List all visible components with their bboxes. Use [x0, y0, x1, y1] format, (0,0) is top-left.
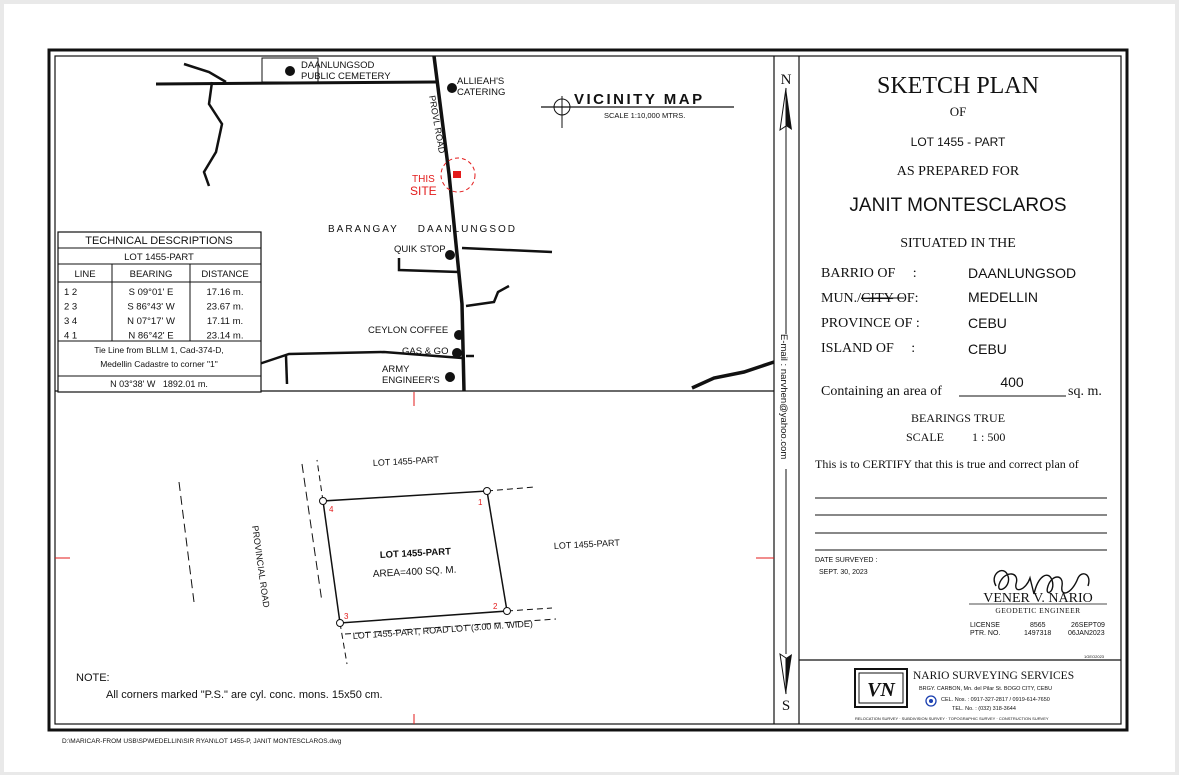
file-path: D:\MARICAR-FROM USB\SP\MEDELLIN\SIR RYAN\LOT 1455-P, JANIT MONTESCLAROS.dwg	[62, 738, 342, 745]
date-label: DATE SURVEYED :	[815, 557, 878, 564]
certify-text: This is to CERTIFY that this is true and correct plan of	[815, 457, 1079, 471]
tech-header-distance: DISTANCE	[201, 269, 249, 280]
barrio-value: DAANLUNGSOD	[968, 265, 1077, 281]
province-label: PROVINCE OF :	[821, 316, 920, 331]
side-road-5	[286, 356, 287, 384]
this-site-label-1: THIS	[412, 174, 435, 185]
barangay-label: BARANGAY DAANLUNGSOD	[328, 224, 517, 235]
company-name: NARIO SURVEYING SERVICES	[913, 670, 1075, 682]
vicinity-scale: SCALE 1:10,000 MTRS.	[604, 111, 686, 120]
catering-label-1: ALLIEAH'S	[457, 76, 505, 87]
vicinity-title: VICINITY MAP	[574, 91, 705, 108]
drawing-code: 1GEO2023	[1084, 654, 1105, 659]
company-cel: CEL. Nos. : 0917-327-2817 / 0919-614-7650	[941, 697, 1050, 703]
catering-marker	[447, 83, 457, 93]
cemetery-label-2: PUBLIC CEMETERY	[301, 71, 391, 82]
engineer-name: VENER V. NARIO	[983, 591, 1093, 606]
lot-area-label: AREA=400 SQ. M.	[372, 564, 457, 580]
owner-name: JANIT MONTESCLAROS	[849, 195, 1067, 216]
ptr-label: PTR. NO.	[970, 630, 1001, 637]
tech-header-line: LINE	[74, 269, 96, 280]
tech-cell-bearing: N 07°17' W	[127, 316, 175, 327]
area-unit: sq. m.	[1068, 384, 1102, 399]
road-lot-label: LOT 1455-PART, ROAD LOT (3.00 M. WIDE)	[352, 618, 534, 641]
email-label: E-mail : narvhen@yahoo.com	[778, 334, 789, 460]
barrio-label: BARRIO OF :	[821, 266, 917, 281]
tech-cell-bearing: S 09°01' E	[128, 287, 174, 298]
province-value: CEBU	[968, 315, 1007, 331]
south-label: S	[781, 698, 791, 714]
title-block	[799, 73, 1121, 721]
cemetery-road	[156, 82, 436, 84]
tech-cell-distance: 23.14 m.	[206, 330, 244, 342]
gas-marker	[452, 348, 462, 358]
date-value: SEPT. 30, 2023	[819, 569, 868, 576]
company-services: RELOCATION SURVEY · SUBDIVISION SURVEY · TOPOGRAPHIC SURVEY · CONSTRUCTION SURVEY	[855, 716, 1049, 721]
sketch-plan-drawing	[4, 4, 1175, 772]
engineer-title: GEODETIC ENGINEER	[995, 606, 1081, 615]
mun-label: MUN./CITY OF:	[821, 291, 919, 306]
provl-road-label: PROVL ROAD	[427, 94, 448, 155]
corner-1	[484, 488, 491, 495]
north-arrow	[778, 72, 792, 714]
creek	[204, 82, 222, 186]
north-label: N	[780, 72, 792, 88]
site-marker	[453, 171, 461, 178]
tech-cell-bearing: N 86°42' E	[128, 330, 174, 342]
company-tel: TEL. No. : (032) 318-3644	[952, 706, 1016, 712]
plan-title: SKETCH PLAN	[876, 73, 1040, 99]
ceylon-label: CEYLON COFFEE	[368, 325, 449, 336]
company-address: BRGY. CARBON, Mn. del Pilar St. BOGO CITY, CEBU	[919, 686, 1053, 692]
bearings-true: BEARINGS TRUE	[910, 411, 1006, 425]
ceylon-marker	[454, 330, 464, 340]
tech-cell-line: 1 2	[64, 287, 78, 298]
corner-label-4: 4	[329, 505, 334, 514]
company-logo-mark: VN	[867, 679, 895, 701]
catering-label-2: CATERING	[457, 87, 506, 98]
island-value: CEBU	[968, 341, 1007, 357]
note-title: NOTE:	[76, 672, 110, 684]
note-text: All corners marked "P.S." are cyl. conc. mons. 15x50 cm.	[106, 689, 383, 701]
tech-lot: LOT 1455-PART	[124, 252, 194, 263]
army-label-1: ARMY	[382, 364, 410, 375]
tech-cell-line: 4 1	[64, 330, 78, 342]
lot-plot	[55, 392, 774, 724]
license-no: 8565	[1030, 622, 1046, 629]
tech-cell-distance: 23.67 m.	[206, 301, 244, 313]
ptr-date: 06JAN2023	[1068, 630, 1105, 637]
area-label: Containing an area of	[821, 384, 942, 399]
corner-3	[337, 620, 344, 627]
quik-stop-label: QUIK STOP	[394, 244, 446, 255]
scale-label: SCALE	[906, 430, 945, 444]
license-label: LICENSE	[970, 622, 1000, 629]
sketch-plan-sheet	[4, 4, 1175, 772]
plan-of: OF	[949, 104, 967, 119]
tech-header-bearing: BEARING	[129, 269, 173, 280]
tie-line-1: Tie Line from BLLM 1, Cad-374-D,	[94, 345, 224, 355]
technical-descriptions-table	[58, 232, 261, 392]
license-date: 26SEPT09	[1071, 622, 1105, 629]
east-road	[692, 362, 774, 388]
plan-lot: LOT 1455 - PART	[910, 135, 1006, 149]
side-road-1	[462, 248, 552, 252]
tech-cell-bearing: S 86°43' W	[127, 301, 175, 313]
scale-value: 1 : 500	[972, 430, 1006, 444]
corner-label-3: 3	[344, 612, 349, 621]
situated-in: SITUATED IN THE	[900, 236, 1016, 251]
mun-value: MEDELLIN	[968, 289, 1039, 305]
army-marker	[445, 372, 455, 382]
gas-label: GAS & GO	[402, 346, 449, 357]
area-value: 400	[1000, 374, 1024, 390]
prepared-for: AS PREPARED FOR	[896, 164, 1020, 179]
side-road-3	[466, 286, 509, 306]
tech-title: TECHNICAL DESCRIPTIONS	[85, 235, 233, 247]
this-site-label-2: SITE	[410, 184, 437, 198]
road-branch	[184, 64, 226, 82]
tech-cell-distance: 17.11 m.	[206, 316, 244, 327]
tie-bearing: N 03°38' W 1892.01 m.	[110, 379, 208, 389]
cemetery-label-1: DAANLUNGSOD	[301, 60, 375, 71]
lot-east-label: LOT 1455-PART	[553, 537, 621, 551]
ptr-no: 1497318	[1024, 630, 1052, 637]
lot-name-label: LOT 1455-PART	[379, 546, 452, 561]
tie-line-2: Medellin Cadastre to corner "1"	[100, 359, 218, 369]
corner-2	[504, 608, 511, 615]
side-road-2	[399, 258, 459, 272]
tech-cell-line: 3 4	[64, 316, 78, 327]
tech-cell-line: 2 3	[64, 301, 78, 313]
island-label: ISLAND OF :	[821, 341, 916, 356]
lot-north-label: LOT 1455-PART	[372, 454, 440, 468]
corner-label-2: 2	[493, 602, 498, 611]
cemetery-marker	[285, 66, 295, 76]
army-label-2: ENGINEER'S	[382, 375, 440, 386]
tech-cell-distance: 17.16 m.	[206, 287, 244, 298]
corner-label-1: 1	[478, 498, 483, 507]
corner-4	[320, 498, 327, 505]
provincial-road-label: PROVINCIAL ROAD	[250, 524, 272, 609]
quik-stop-marker	[445, 250, 455, 260]
